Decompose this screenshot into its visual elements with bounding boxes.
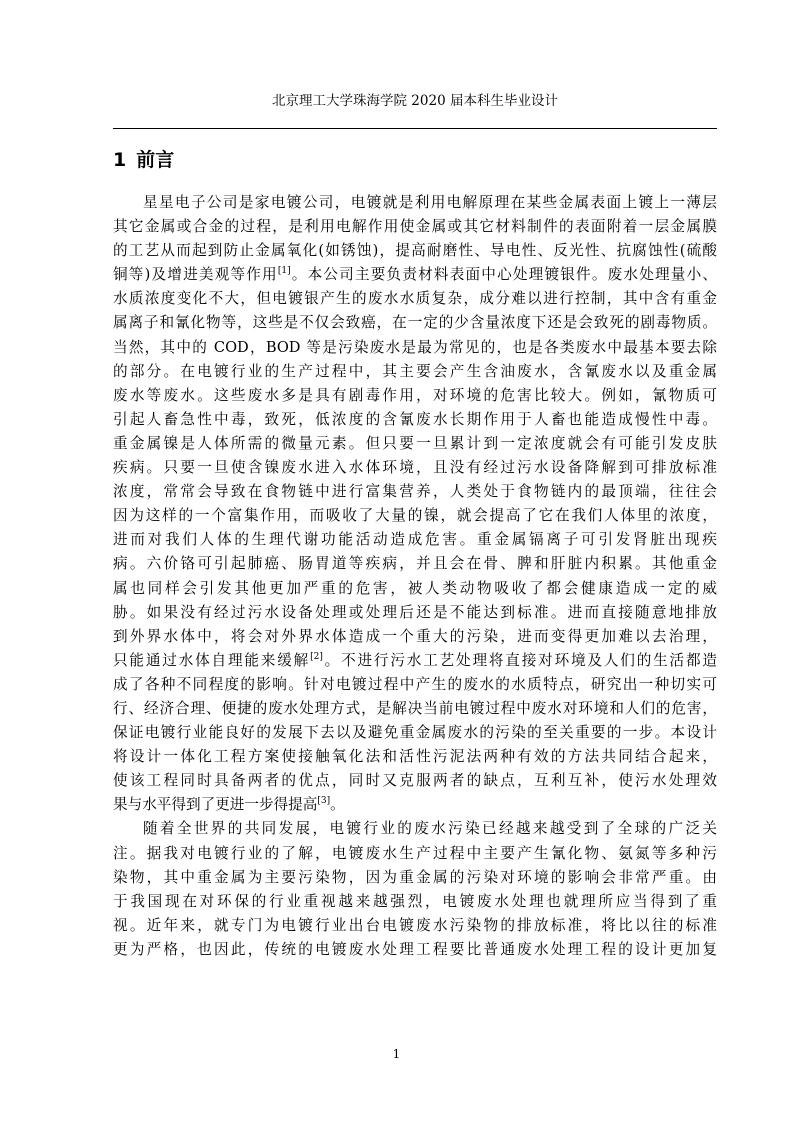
- section-number: 1: [113, 149, 127, 171]
- section-heading: [113, 146, 174, 174]
- page-header: 北京理工大学珠海学院 2020 届本科生毕业设计: [272, 93, 558, 109]
- text-segment: 。: [330, 796, 345, 814]
- text-line: 成了各种不同程度的影响。针对电镀过程中产生的废水的水质特点，研究出一种切实可: [113, 675, 717, 693]
- text-line: 更为严格，也因此，传统的电镀废水处理工程要比普通废水处理工程的设计更加复: [113, 940, 717, 958]
- text-segment: 。本公司主要负责材料表面中心处理镀银件。废水处理量小、: [290, 266, 717, 284]
- text-line: 于我国现在对环保的行业重视越来越强烈，电镀废水处理也就理所应当得到了重: [113, 892, 717, 910]
- text-line: 因为这样的一个富集作用，而吸收了大量的镍，就会提高了它在我们人体里的浓度，: [113, 507, 717, 525]
- text-line: 属也同样会引发其他更加严重的危害，被人类动物吸收了都会健康造成一定的威: [113, 579, 717, 597]
- text-line: [113, 793, 717, 817]
- text-line: 使该工程同时具备两者的优点，同时又克服两者的缺点，互利互补，使污水处理效: [113, 772, 717, 790]
- text-line: 水质浓度变化不大，但电镀银产生的废水水质复杂，成分难以进行控制，其中含有重金: [113, 290, 717, 308]
- text-line: 随着全世界的共同发展，电镀行业的废水污染已经越来越受到了全球的广泛关: [143, 820, 717, 838]
- text-segment: 果与水平得到了更进一步得提高: [113, 796, 318, 814]
- text-line: 注。据我对电镀行业的了解，电镀废水生产过程中主要产生氰化物、氨氮等多种污: [113, 844, 717, 862]
- text-line: 星星电子公司是家电镀公司，电镀就是利用电解原理在某些金属表面上镀上一薄层: [143, 194, 717, 211]
- text-line: 的部分。在电镀行业的生产过程中，其主要会产生含油废水，含氰废水以及重金属: [113, 362, 717, 380]
- text-line: 其它金属或合金的过程，是利用电解作用使金属或其它材料制件的表面附着一层金属膜: [113, 218, 717, 236]
- text-line: 浓度，常常会导致在食物链中进行富集营养，人类处于食物链内的最顶端，往往会: [113, 483, 717, 501]
- page-number: 1: [392, 1047, 401, 1061]
- text-line: 废水等废水。这些废水多是具有剧毒作用，对环境的危害比较大。例如，氰物质可: [113, 386, 717, 404]
- body-text: [113, 191, 717, 962]
- text-line: 病。六价铬可引起肺癌、肠胃道等疾病，并且会在骨、脾和肝脏内积累。其他重金: [113, 555, 717, 573]
- text-line: 行、经济合理、便捷的废水处理方式，是解决当前电镀过程中废水对环境和人们的危害，: [113, 699, 717, 717]
- citation-ref: [3]: [317, 796, 331, 807]
- text-segment: 只能通过水体自理能来缓解: [113, 651, 311, 669]
- section-title: 前言: [136, 149, 175, 171]
- text-line: 属离子和氰化物等，这些是不仅会致癌，在一定的少含量浓度下还是会致死的剧毒物质。: [113, 314, 717, 332]
- text-line: 疾病。只要一旦使含镍废水进入水体环境，且没有经过污水设备降解到可排放标准: [113, 459, 717, 477]
- text-segment: 。不进行污水工艺处理将直接对环境及人们的生活都造: [322, 651, 717, 669]
- text-line: 到外界水体中，将会对外界水体造成一个重大的污染，进而变得更加难以去治理，: [113, 627, 717, 645]
- text-line: 染物，其中重金属为主要污染物，因为重金属的污染对环境的影响会非常严重。由: [113, 868, 717, 886]
- text-line: [113, 263, 717, 287]
- citation-ref: [1]: [277, 266, 291, 277]
- text-line: 视。近年来，就专门为电镀行业出台电镀废水污染物的排放标准，将比以往的标准: [113, 916, 717, 934]
- text-line: 将设计一体化工程方案使接触氧化法和活性污泥法两种有效的方法共同结合起来，: [113, 748, 717, 766]
- text-line: 当然，其中的 COD，BOD 等是污染废水是最为常见的，也是各类废水中最基本要去除: [113, 338, 717, 356]
- citation-ref: [2]: [310, 651, 323, 662]
- text-line: 引起人畜急性中毒，致死，低浓度的含氰废水长期作用于人畜也能造成慢性中毒。: [113, 410, 717, 428]
- text-line: 进而对我们人体的生理代谢功能活动造成危害。重金属镉离子可引发肾脏出现疾: [113, 531, 717, 549]
- text-line: 保证电镀行业能良好的发展下去以及避免重金属废水的污染的至关重要的一步。本设计: [113, 724, 717, 742]
- text-line: 重金属镍是人体所需的微量元素。但只要一旦累计到一定浓度就会有可能引发皮肤: [113, 434, 717, 452]
- text-line: 胁。如果没有经过污水设备处理或处理后还是不能达到标准。进而直接随意地排放: [113, 603, 717, 621]
- text-line: 的工艺从而起到防止金属氧化(如锈蚀)，提高耐磨性、导电性、反光性、抗腐蚀性(硫酸: [113, 242, 717, 260]
- header-divider: [113, 128, 717, 129]
- text-segment: 铜等)及增进美观等作用: [113, 266, 278, 284]
- text-line: [113, 649, 717, 673]
